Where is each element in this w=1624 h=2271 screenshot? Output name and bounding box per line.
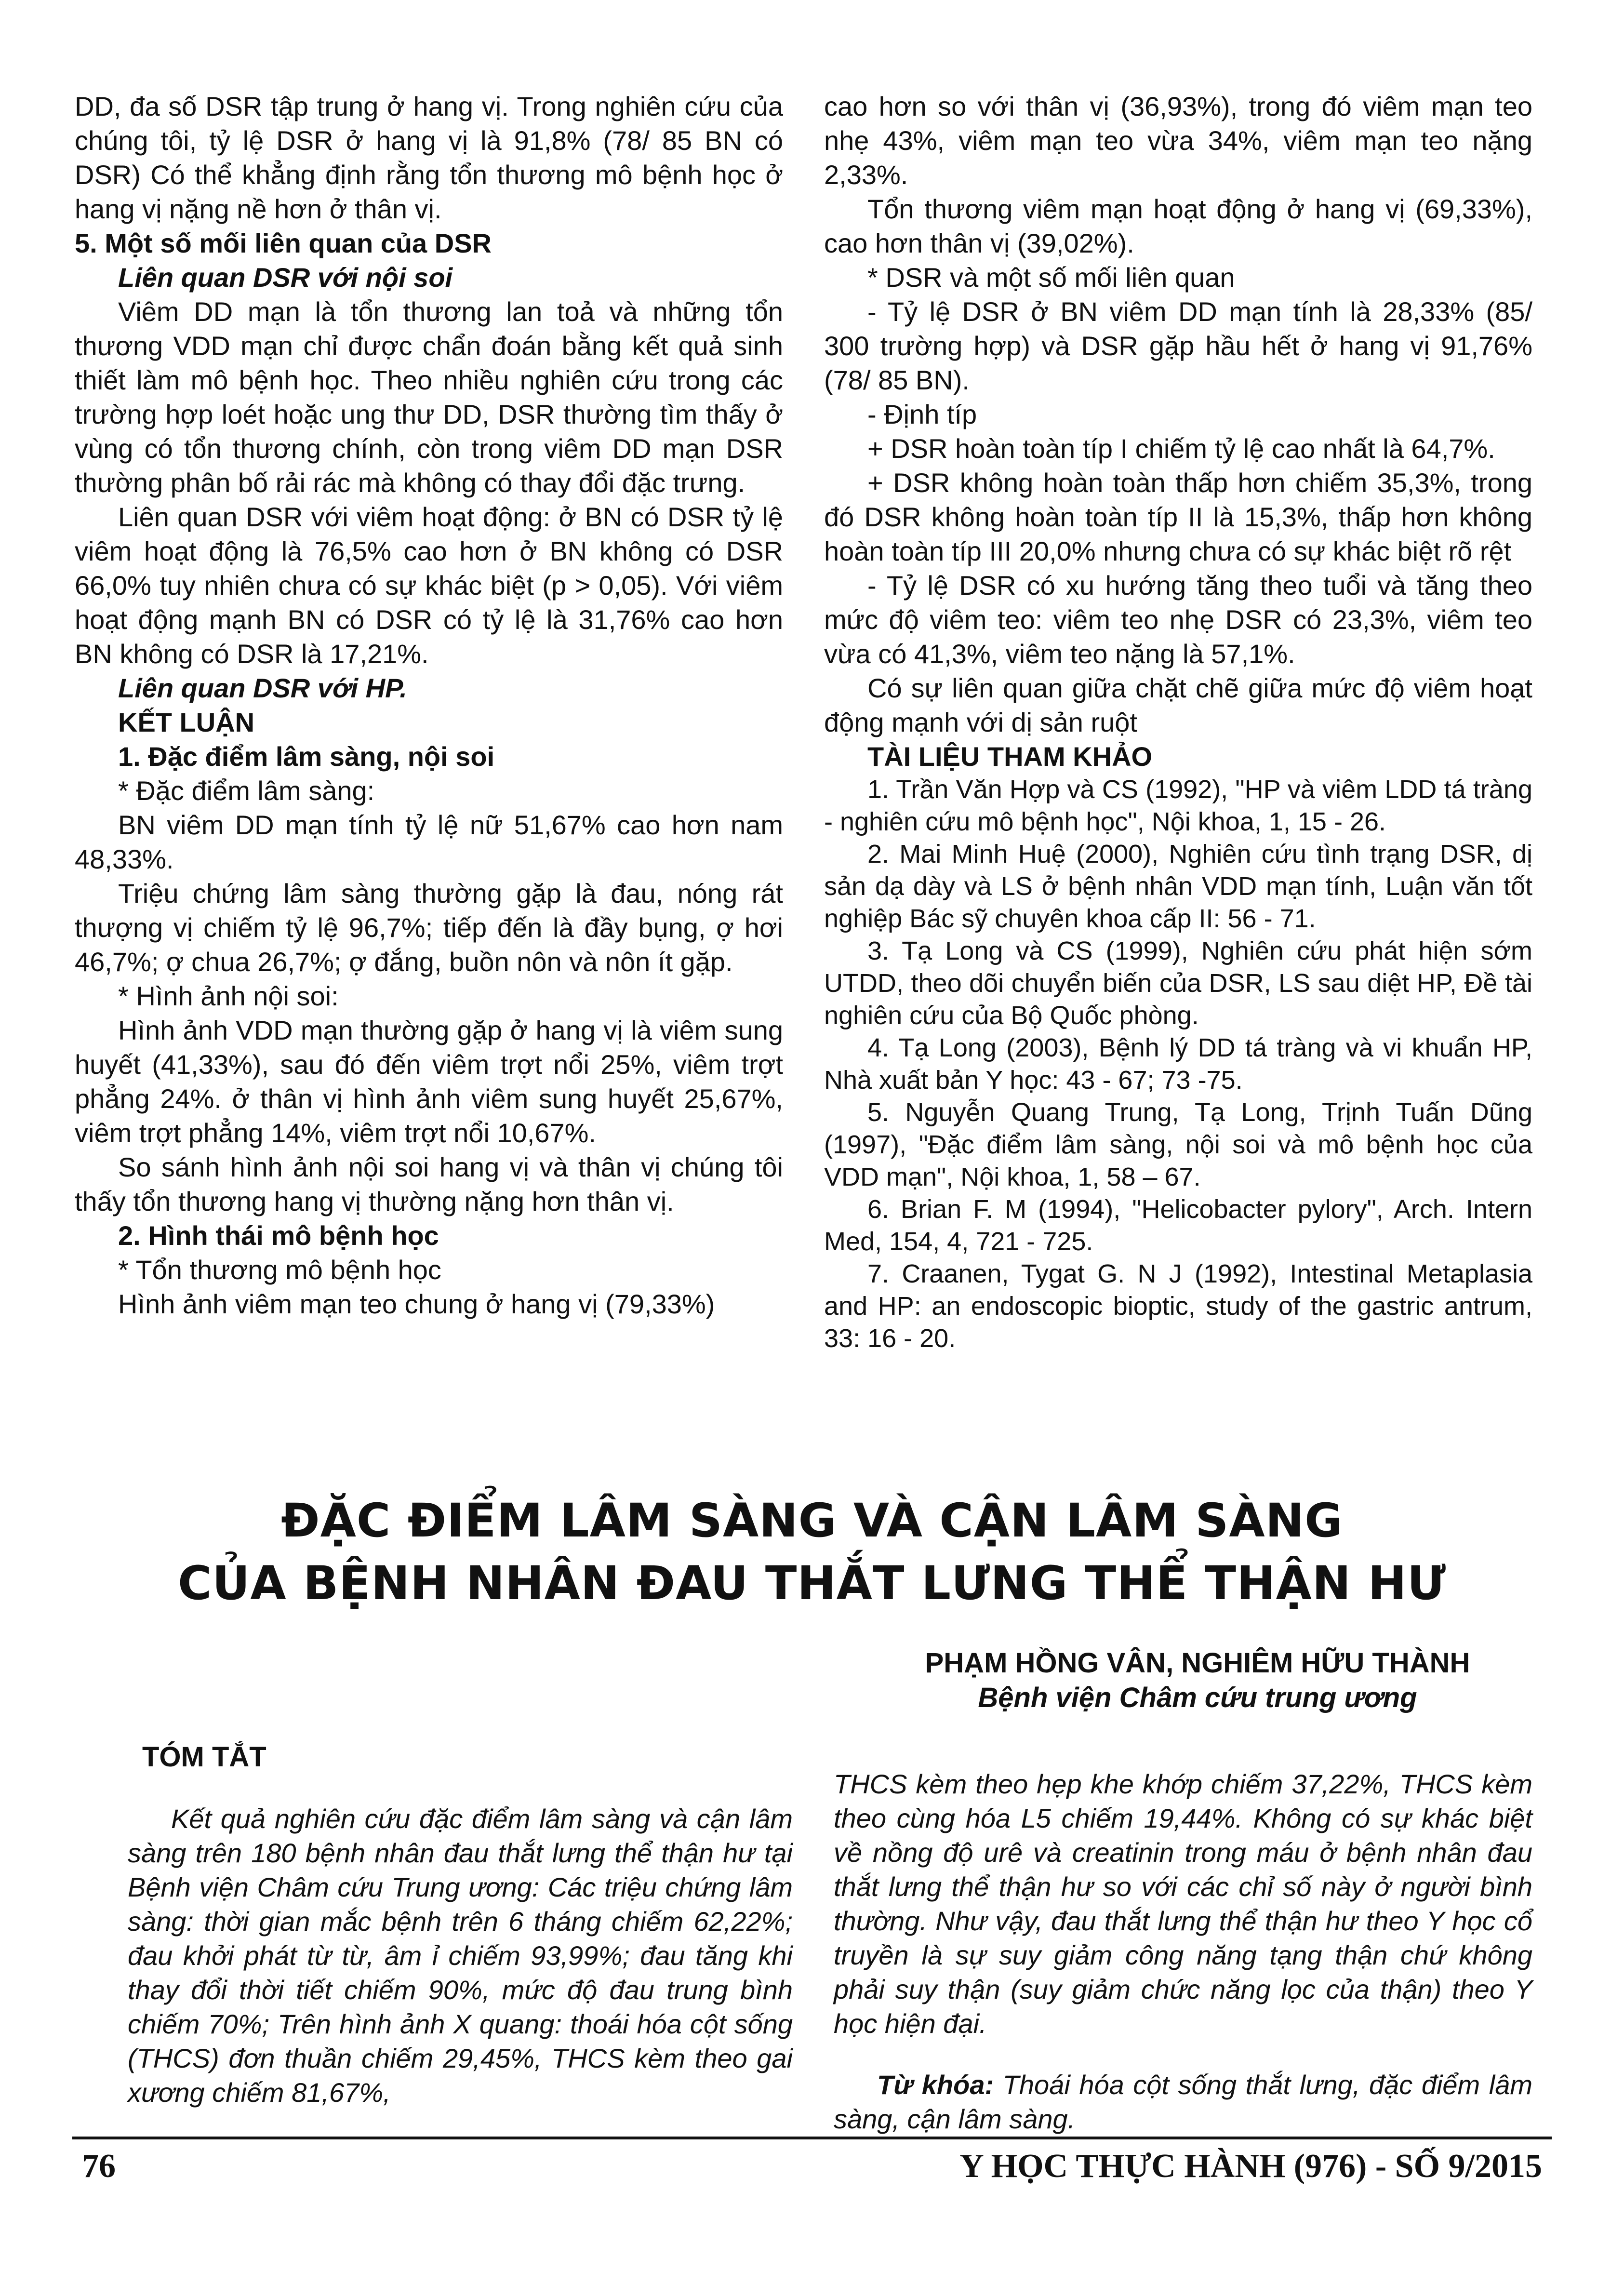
abstract-text: THCS kèm theo hẹp khe khớp chiếm 37,22%, THCS kèm theo cùng hóa L5 chiếm 19,44%. Không có sự khác biệt về nồng độ urê và creatinin trong máu ở bệnh nhân đau thắt lưng thể thận hư so với các chỉ số này ở người bình thường. Như vậy, đau thắt lưng thể thận hư theo Y học cổ truyền là sự suy giảm công năng tạng thận chứ không phải suy thận (suy giảm chức năng lọc của thận) theo Y học hiện đại. [834, 1769, 1532, 2039]
abstract-heading: TÓM TẮT [142, 1741, 266, 1773]
journal-name: Y HỌC THỰC HÀNH (976) - SỐ 9/2015 [959, 2148, 1542, 2185]
paragraph: + DSR hoàn toàn típ I chiếm tỷ lệ cao nhất là 64,7%. [867, 433, 1495, 464]
reference-item: 1. Trần Văn Hợp và CS (1992), "HP và viêm LDD tá tràng - nghiên cứu mô bệnh học", Nội khoa, 1, 15 - 26. [824, 775, 1532, 836]
paragraph: So sánh hình ảnh nội soi hang vị và thân vị chúng tôi thấy tổn thương hang vị thường nặng hơn thân vị. [75, 1152, 783, 1216]
abstract-text: Kết quả nghiên cứu đặc điểm lâm sàng và cận lâm sàng trên 180 bệnh nhân đau thắt lưng thể thận hư tại Bệnh viện Châm cứu Trung ương: Các triệu chứng lâm sàng: thời gian mắc bệnh trên 6 tháng chiếm 62,22%; đau khởi phát từ từ, âm ỉ chiếm 93,99%; đau tăng khi thay đổi thời tiết chiếm 90%, mức độ đau trung bình chiếm 70%; Trên hình ảnh X quang: thoái hóa cột sống (THCS) đơn thuần chiếm 29,45%, THCS kèm theo gai xương chiếm 81,67%, [128, 1803, 793, 2108]
author-block [896, 1646, 1499, 1715]
reference-item: 3. Tạ Long và CS (1999), Nghiên cứu phát hiện sớm UTDD, theo dõi chuyển biến của DSR, LS sau diệt HP, Đề tài nghiên cứu của Bộ Quốc phòng. [824, 936, 1532, 1030]
affiliation: Bệnh viện Châm cứu trung ương [978, 1682, 1417, 1713]
paragraph: Liên quan DSR với viêm hoạt động: ở BN có DSR tỷ lệ viêm hoạt động là 76,5% cao hơn ở BN không có DSR 66,0% tuy nhiên chưa có sự khác biệt (p > 0,05). Với viêm hoạt động mạnh BN có DSR có tỷ lệ là 31,76% cao hơn BN không có DSR là 17,21%. [75, 502, 783, 669]
paragraph: BN viêm DD mạn tính tỷ lệ nữ 51,67% cao hơn nam 48,33%. [75, 810, 783, 874]
footer-rule [72, 2137, 1552, 2139]
references-heading: TÀI LIỆU THAM KHẢO [867, 741, 1153, 772]
section-heading: 2. Hình thái mô bệnh học [118, 1220, 439, 1251]
paragraph: * DSR và một số mối liên quan [867, 262, 1235, 293]
paragraph: Hình ảnh VDD mạn thường gặp ở hang vị là viêm sung huyết (41,33%), sau đó đến viêm trợt nổi 25%, viêm trợt phẳng 24%. ở thân vị hình ảnh viêm sung huyết 25,67%, viêm trợt phẳng 14%, viêm trợt nổi 10,67%. [75, 1015, 783, 1148]
paragraph: - Tỷ lệ DSR có xu hướng tăng theo tuổi và tăng theo mức độ viêm teo: viêm teo nhẹ DSR có 23,3%, viêm teo vừa có 41,3%, viêm teo nặng là 57,1%. [824, 570, 1532, 669]
paragraph: + DSR không hoàn toàn thấp hơn chiếm 35,3%, trong đó DSR không hoàn toàn típ II là 15,3%, thấp hơn không hoàn toàn típ III 20,0% nhưng chưa có sự khác biệt rõ rệt [824, 468, 1532, 566]
page-footer [72, 2133, 1552, 2186]
paragraph: Có sự liên quan giữa chặt chẽ giữa mức độ viêm hoạt động mạnh với dị sản ruột [824, 673, 1532, 737]
keywords [834, 2068, 1532, 2136]
subsection-heading: Liên quan DSR với nội soi [118, 262, 453, 293]
paragraph: * Hình ảnh nội soi: [118, 981, 339, 1011]
paragraph: Tổn thương viêm mạn hoạt động ở hang vị (69,33%), cao hơn thân vị (39,02%). [824, 194, 1532, 258]
section-heading: 5. Một số mối liên quan của DSR [75, 228, 492, 258]
paragraph: Triệu chứng lâm sàng thường gặp là đau, nóng rát thượng vị chiếm tỷ lệ 96,7%; tiếp đến là đầy bụng, ợ hơi 46,7%; ợ chua 26,7%; ợ đắng, buồn nôn và nôn ít gặp. [75, 878, 783, 977]
reference-item: 4. Tạ Long (2003), Bệnh lý DD tá tràng và vi khuẩn HP, Nhà xuất bản Y học: 43 - 67; 73 -75. [824, 1033, 1532, 1095]
paragraph: DD, đa số DSR tập trung ở hang vị. Trong nghiên cứu của chúng tôi, tỷ lệ DSR ở hang vị là 91,8% (78/ 85 BN có DSR) Có thể khẳng định rằng tổn thương mô bệnh học ở hang vị nặng nề hơn ở thân vị. [75, 91, 783, 224]
paragraph: Viêm DD mạn là tổn thương lan toả và những tổn thương VDD mạn chỉ được chẩn đoán bằng kết quả sinh thiết làm mô bệnh học. Theo nhiều nghiên cứu trong các trường hợp loét hoặc ung thư DD, DSR thường tìm thấy ở vùng có tổn thương chính, còn trong viêm DD mạn DSR thường phân bố rải rác mà không có thay đổi đặc trưng. [75, 296, 783, 498]
authors: PHẠM HỒNG VÂN, NGHIÊM HỮU THÀNH [925, 1647, 1470, 1679]
section-heading: 1. Đặc điểm lâm sàng, nội soi [118, 741, 495, 772]
paragraph: * Đặc điểm lâm sàng: [118, 775, 375, 806]
reference-item: 6. Brian F. M (1994), "Helicobacter pylory", Arch. Intern Med, 154, 4, 721 - 725. [824, 1195, 1532, 1256]
left-column [75, 89, 783, 1321]
reference-item: 5. Nguyễn Quang Trung, Tạ Long, Trịnh Tuấn Dũng (1997), "Đặc điểm lâm sàng, nội soi và mô bệnh học của VDD mạn", Nội khoa, 1, 58 – 67. [824, 1098, 1532, 1191]
keywords-text: Thoái hóa cột sống thắt lưng, đặc điểm lâm sàng, cận lâm sàng. [834, 2070, 1532, 2134]
reference-item: 2. Mai Minh Huệ (2000), Nghiên cứu tình trạng DSR, dị sản dạ dày và LS ở bệnh nhân VDD mạn tính, Luận văn tốt nghiệp Bác sỹ chuyên khoa cấp II: 56 - 71. [824, 840, 1532, 933]
reference-item: 7. Craanen, Tygat G. N J (1992), Intestinal Metaplasia and HP: an endoscopic bioptic, study of the gastric antrum, 33: 16 - 20. [824, 1259, 1532, 1353]
paragraph: Hình ảnh viêm mạn teo chung ở hang vị (79,33%) [118, 1289, 715, 1319]
page-number: 76 [82, 2148, 116, 2185]
subsection-heading: Liên quan DSR với HP. [118, 673, 407, 703]
paragraph: - Tỷ lệ DSR ở BN viêm DD mạn tính là 28,33% (85/ 300 trường hợp) và DSR gặp hầu hết ở hang vị 91,76% (78/ 85 BN). [824, 296, 1532, 395]
keywords-label: Từ khóa: [877, 2070, 994, 2100]
paragraph: - Định típ [867, 399, 977, 429]
article-title-line: ĐẶC ĐIỂM LÂM SÀNG VÀ CẬN LÂM SÀNG [281, 1494, 1343, 1548]
article-title [0, 1489, 1624, 1615]
right-column [824, 89, 1532, 1355]
conclusion-heading: KẾT LUẬN [118, 707, 255, 737]
abstract-right [834, 1740, 1532, 2163]
abstract-left [128, 1740, 793, 2137]
article-title-line: CỦA BỆNH NHÂN ĐAU THẮT LƯNG THỂ THẬN HƯ [177, 1556, 1447, 1610]
paragraph: * Tổn thương mô bệnh học [118, 1255, 441, 1285]
paragraph: cao hơn so với thân vị (36,93%), trong đó viêm mạn teo nhẹ 43%, viêm mạn teo vừa 34%, viêm mạn teo nặng 2,33%. [824, 91, 1532, 190]
